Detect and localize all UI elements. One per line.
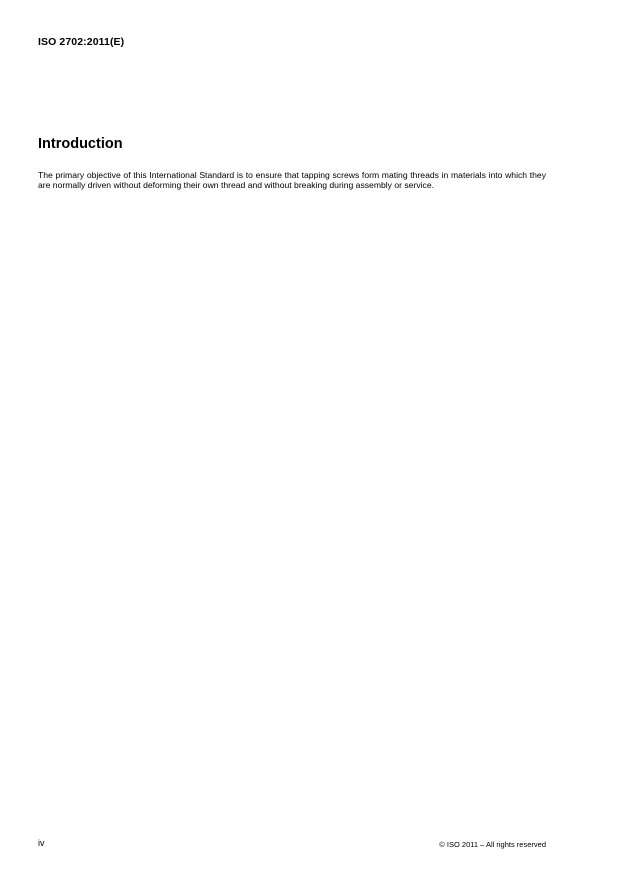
copyright-notice: © ISO 2011 – All rights reserved: [439, 840, 546, 849]
document-id-header: ISO 2702:2011(E): [38, 36, 125, 48]
section-title: Introduction: [38, 136, 123, 152]
introduction-paragraph: The primary objective of this International Standard is to ensure that tapping screws form mating threads in materials into which they are normally driven without deforming their own thread and without breaking during assembly or service.: [38, 170, 546, 190]
page-number: iv: [38, 838, 45, 848]
